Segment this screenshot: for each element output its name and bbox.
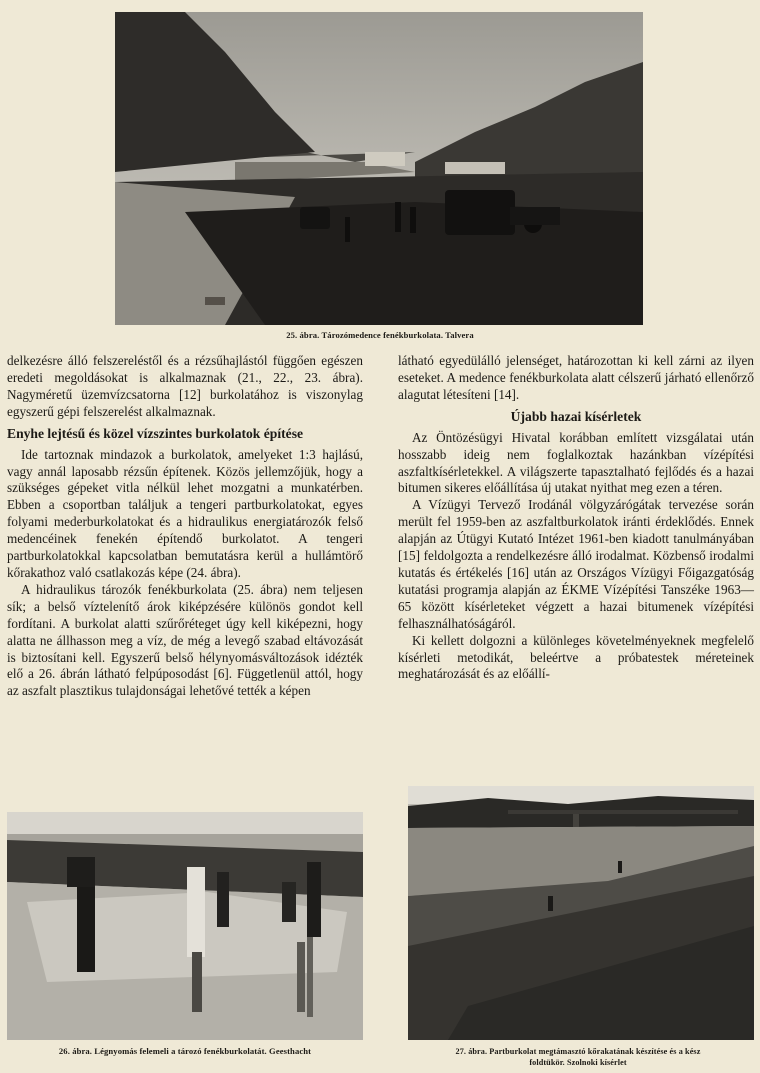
- section-heading-enyhe: Enyhe lejtésű és közel vízszintes burkolatok építése: [7, 425, 304, 441]
- right-column: [398, 353, 754, 683]
- figure-25-photo: [115, 12, 643, 325]
- figure-27-photo: [408, 786, 754, 1040]
- left-para-3: A hidraulikus tározók fenékburkolata (25. ábra) nem teljesen sík; a belső víztelenítő árok kiképzésére különös gondot kell fordítani. A burkolat alatti szűrőréteget úgy kell kiképezni, hogy alatta ne állhasson meg a víz, de még a levegő szabad eltávozását is biztosítani kell. Egyszerű belső hélynyomásváltozások idézték elő a 26. ábrán látható felpúposodást [6]. Függetlenül attól, hogy az aszfalt plasztikus tulajdonságai lehetővé tették a képen: [7, 581, 363, 699]
- right-para-1: látható egyedülálló jelenséget, határozottan ki kell zárni az ilyen eseteket. A medence fenékburkolata alatt célszerű járható ellenőrző alagutat létesíteni [14].: [398, 353, 754, 402]
- figure-27-caption: 27. ábra. Partburkolat megtámasztó kőrakatának készítése és a kész foldtükör. Szolnoki kísérlet: [455, 1047, 701, 1067]
- section-heading-ujabb: Újabb hazai kísérletek: [510, 408, 642, 424]
- right-para-4: Ki kellett dolgozni a különleges követelményeknek megfelelő kísérleti metodikát, beleértve a próbatestek méreteinek meghatározását és az előállí-: [398, 632, 754, 682]
- left-para-2: Ide tartoznak mindazok a burkolatok, amelyeket 1:3 hajlású, vagy annál laposabb rézsűn építenek. Közös jellemzőjük, hogy a szükséges gépeket vitla nélkül lehet mozgatni a munkatérben. Ebben a csoportban találjuk a tengeri partburkolatokat, egyes folyami mederburkolatokat és a hidraulikus energiatározók felső medencéinek fenekén építendő burkolatot. A tengeri partburkolatokkal kapcsolatban bemutatásra kerül a hullámtörő kőrakathoz való csatlakozás képe (24. ábra).: [7, 446, 363, 580]
- left-para-1: delkezésre álló felszereléstől és a rézsűhajlástól függően egészen eredeti megoldásokat is alkalmaznak (21., 22., 23. ábra). Nagyméretű üzemvízcsatorna [12] burkolatához is viszonylag egyszerű gépi felszerelést alkalmaznak.: [7, 353, 363, 419]
- figure-26-caption: 26. ábra. Légnyomás felemeli a tározó fenékburkolatát. Geesthacht: [58, 1046, 312, 1056]
- figure-26-photo: [7, 812, 363, 1040]
- figure-25-caption: 25. ábra. Tározómedence fenékburkolata. Talvera: [286, 330, 474, 340]
- right-para-3: A Vízügyi Tervező Irodánál völgyzárógátak tervezése során merült fel 1959-ben az aszfaltburkolatok iránti érdeklődés. Ennek alapján az Útügyi Kutató Intézet 1961-ben kiadott tanulmányában [15] feldolgozta a rendelkezésre álló irodalmat. Közbenső irodalmi kutatás és értékelés [16] után az Országos Vízügyi Főigazgatóság kutatási programja alapján az ÉKME Vízépítési Tanszéke 1963—65 között kísérleteket végzett a hazai bitumenek vízépítési felhasználhatóságáról.: [398, 497, 754, 631]
- left-column: [7, 353, 363, 700]
- right-para-2: Az Öntözésügyi Hivatal korábban említett vizsgálatai után hosszabb ideig nem foglalkoztak hazánkban vízépítési aszfaltkísérletekkel. A világszerte tapasztalható fejlődés és a hazai bitumen sikeres előállítása új utakat nyithat meg ezen a téren.: [398, 429, 754, 496]
